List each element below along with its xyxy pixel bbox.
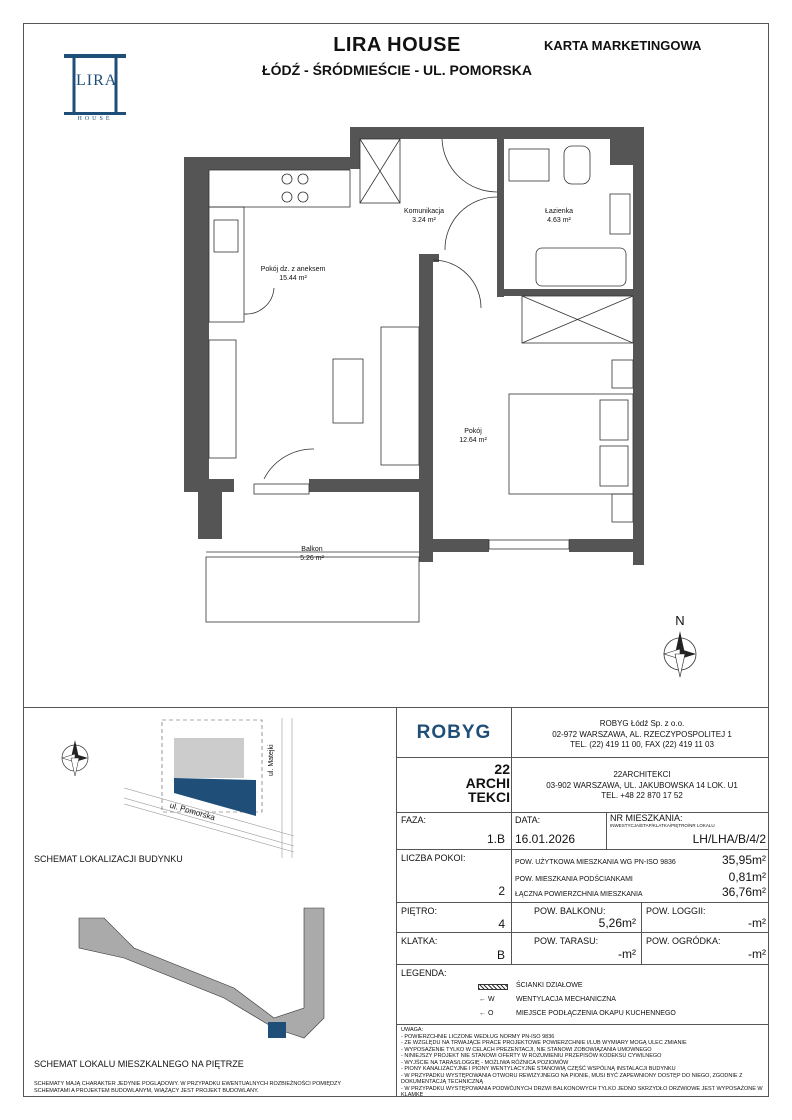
wall: [610, 139, 633, 165]
architect-logo-line: TEKCI: [468, 789, 510, 805]
notes: [401, 1027, 766, 1097]
pokoje-label: LICZBA POKOI:: [401, 853, 466, 863]
caption-floor: SCHEMAT LOKALU MIESZKALNEGO NA PIĘTRZE: [34, 1059, 244, 1069]
pow-lacz-value: 36,76m²: [721, 885, 766, 899]
klatka-label: KLATKA:: [401, 936, 438, 946]
robyg-logo: ROBYG: [416, 722, 492, 743]
note-line: - PIONY KANALIZACYJNE I PIONY WENTYLACYJNE STANOWIĄ CZĘŚĆ WSPÓLNĄ INSTALACJI BUDYNKU: [401, 1066, 676, 1072]
legend-hatch-icon: [478, 984, 508, 990]
architect-phone: TEL. +48 22 870 17 52: [601, 791, 683, 800]
pietro-label: PIĘTRO:: [401, 906, 438, 916]
taras-value: -m²: [618, 947, 636, 961]
divider: [396, 932, 769, 933]
note-line: - WYJŚCIE NA TARAS/LOGGIĘ - MOŻLIWA RÓŻNICA POZIOMÓW: [401, 1059, 569, 1066]
room-area: 12.64 m²: [459, 437, 487, 444]
pow-uz-value: 35,95m²: [721, 853, 766, 867]
room-name: Pokój: [464, 428, 482, 435]
room-area: 3.24 m²: [412, 217, 436, 224]
floor-plan: [24, 24, 769, 707]
room-name: Balkon: [301, 546, 323, 553]
note-line: - WYPOSAŻENIE TYLKO W CELACH PREZENTACJI, NIE STANOWI ZOBOWIĄZANIA UMOWNEGO: [401, 1046, 652, 1053]
developer-phone: TEL. (22) 419 11 00, FAX (22) 419 11 03: [570, 740, 714, 749]
table: [333, 359, 363, 423]
room-area: 5.26 m²: [300, 555, 324, 562]
pokoje-value: 2: [498, 884, 505, 898]
wall: [497, 289, 633, 296]
architect-name: 22ARCHITEKCI: [613, 770, 671, 779]
floor-schematic: [79, 908, 324, 1038]
divider: [511, 707, 512, 812]
faza-label: FAZA:: [401, 815, 427, 825]
marketing-card: [23, 23, 769, 1097]
ogrodek-value: -m²: [748, 947, 766, 961]
street-label: ul. Matejki: [268, 744, 275, 776]
loggia-label: POW. LOGGII:: [646, 906, 706, 916]
room-name: Komunikacja: [403, 208, 445, 215]
sofa: [381, 327, 419, 465]
legend-text: ŚCIANKI DZIAŁOWE: [516, 982, 583, 989]
note-line: - W PRZYPADKU WYSTĘPOWANIA PODWÓJNYCH DRZWI BALKONOWYCH TYLKO JEDNO SKRZYDŁO DRZWIOWE JEST WYPOSAŻONE W KLAMKĘ: [401, 1085, 763, 1097]
pow-lacz-label: ŁĄCZNA POWIERZCHNIA MIESZKANIA: [515, 891, 643, 898]
room-name: Łazienka: [544, 208, 574, 215]
developer-name: ROBYG Łódź Sp. z o.o.: [599, 719, 685, 728]
divider: [511, 812, 512, 964]
wall: [429, 254, 439, 262]
street-label: ul. Pomorska: [168, 800, 217, 823]
room-area: 15.44 m²: [279, 275, 307, 282]
nr-label: NR MIESZKANIA:: [610, 813, 683, 823]
page-title: LIRA HOUSE: [333, 34, 461, 56]
pow-pod-label: POW. MIESZKANIA PODŚCIANKAMI: [515, 876, 633, 883]
notes-title: UWAGA:: [401, 1027, 424, 1033]
wall: [309, 479, 433, 492]
logo-subtext: HOUSE: [77, 116, 113, 122]
compass-icon: [664, 631, 696, 677]
divider: [606, 812, 607, 849]
wall: [198, 479, 222, 539]
logo-text: LIRA: [76, 72, 118, 89]
fridge: [209, 340, 236, 458]
wall: [350, 127, 633, 139]
bed: [509, 394, 633, 494]
legend-text: MIEJSCE PODŁĄCZENIA OKAPU KUCHENNEGO: [516, 1010, 676, 1017]
kitchen-counter: [209, 170, 350, 207]
wall: [184, 157, 209, 492]
sink: [214, 220, 238, 252]
washbasin: [509, 149, 549, 181]
toilet: [564, 146, 590, 184]
bathtub: [536, 248, 626, 286]
wall: [350, 127, 360, 169]
loggia-value: -m²: [748, 916, 766, 930]
page-subtitle: ŁÓDŹ - ŚRÓDMIEŚCIE - UL. POMORSKA: [262, 62, 532, 78]
doc-type: KARTA MARKETINGOWA: [544, 38, 702, 53]
wall: [633, 127, 644, 565]
pietro-value: 4: [498, 917, 505, 931]
divider: [396, 812, 769, 813]
divider: [396, 849, 769, 850]
wall: [419, 254, 433, 562]
pow-pod-value: 0,81m²: [728, 870, 766, 884]
taras-label: POW. TARASU:: [534, 936, 599, 946]
data-value: 16.01.2026: [515, 832, 576, 846]
nr-sublabel: INWESTYCJA/ETAP/KLATKA/PIĘTRO/NR LOKALU: [610, 823, 715, 828]
divider: [641, 902, 642, 964]
note-line: - W PRZYPADKU WYSTĘPOWANIA OTWORU REWIZYJNEGO NA PIONIE, MUSI BYĆ ZAPEWNIONY DOSTĘP DO NIEGO, ZGODNIE Z DOKUMENTACJĄ TECHNICZNĄ: [401, 1072, 743, 1085]
balcony-outline: [206, 557, 419, 622]
divider: [396, 1024, 769, 1025]
pow-uz-label: POW. UŻYTKOWA MIESZKANIA WG PN-ISO 9836: [515, 859, 676, 866]
architect-logo-line: 22: [494, 761, 510, 777]
room-area: 4.63 m²: [547, 217, 571, 224]
compass-label: N: [675, 613, 685, 628]
ogrodek-label: POW. OGRÓDKA:: [646, 936, 721, 946]
location-schematic: [24, 708, 396, 1097]
compass-icon: [62, 740, 88, 776]
balkon-value: 5,26m²: [598, 916, 636, 930]
note-line: - ZE WZGLĘDU NA TRWAJĄCE PRACE PROJEKTOWE POWIERZCHNIE I/LUB WYMIARY MOGĄ ULEC ZMIANIE: [401, 1040, 687, 1046]
divider: [396, 902, 769, 903]
architect-logo-line: ARCHI: [465, 775, 510, 791]
architect-address: 03-902 WARSZAWA, UL. JAKUBOWSKA 14 LOK. U1: [546, 781, 738, 790]
wall: [497, 139, 504, 297]
divider: [396, 757, 769, 758]
note-line: - POWIERZCHNIE LICZONE WEDŁUG NORMY PN-ISO 9836: [401, 1033, 555, 1040]
caption-building: SCHEMAT LOKALIZACJI BUDYNKU: [34, 854, 183, 864]
legend-symbol: ← O: [479, 1010, 494, 1017]
divider: [396, 964, 769, 965]
legend-symbol: ← W: [479, 996, 495, 1003]
data-label: DATA:: [515, 815, 541, 825]
klatka-value: B: [496, 948, 505, 962]
nr-value: LH/LHA/B/4/2: [692, 832, 766, 846]
legend-title: LEGENDA:: [401, 968, 447, 978]
wall: [569, 539, 644, 552]
note-line: - NINIEJSZY PROJEKT NIE STANOWI OFERTY W ROZUMIENIU PRZEPISÓW KODEKSU CYWILNEGO: [401, 1053, 662, 1059]
developer-address: 02-972 WARSZAWA, AL. RZECZYPOSPOLITEJ 1: [552, 730, 732, 739]
disclaimer: SCHEMATY MAJĄ CHARAKTER JEDYNIE POGLĄDOWY. W PRZYPADKU EWENTUALNYCH ROZBIEŻNOŚCI POMIĘDZY SCHEMATAMI A PROJEKTEM BUDOWLANYM, WIĄŻĄCY JEST PROJEKT BUDOWLANY.: [34, 1081, 341, 1094]
legend-text: WENTYLACJA MECHANICZNA: [516, 996, 616, 1003]
faza-value: 1.B: [486, 832, 505, 846]
wall: [419, 539, 489, 552]
architect-logo: [454, 762, 510, 804]
room-name: Pokój dz. z aneksem: [260, 266, 326, 273]
balkon-label: POW. BALKONU:: [534, 906, 606, 916]
